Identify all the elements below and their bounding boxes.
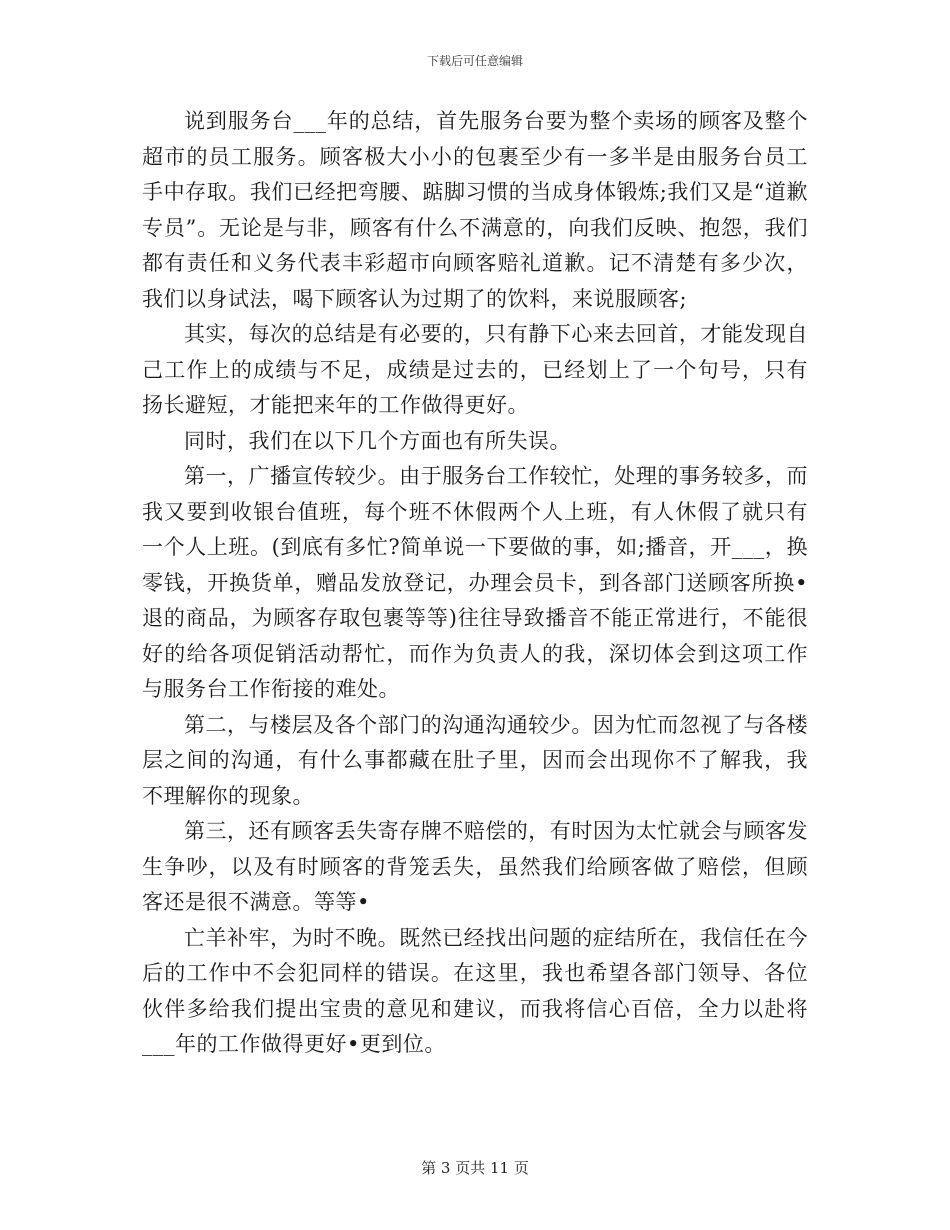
paragraph-second-point: 第二，与楼层及各个部门的沟通沟通较少。因为忙而忽视了与各楼层之间的沟通，有什么事都藏在肚子里，因而会出现你不了解我，我不理解你的现象。 (142, 712, 808, 808)
paragraph-service-desk-summary: 说到服务台___年的总结，首先服务台要为整个卖场的顾客及整个超市的员工服务。顾客极大小小的包裹至少有一多半是由服务台员工手中存取。我们已经把弯腰、踮脚习惯的当成身体锻炼;我们又是“道歉专员”。无论是与非，顾客有什么不满意的，向我们反映、抱怨，我们都有责任和义务代表丰彩超市向顾客赔礼道歉。记不清楚有多少次，我们以身试法，喝下顾客认为过期了的饮料，来说服顾客; (142, 109, 808, 311)
paragraph-conclusion: 亡羊补牢，为时不晚。既然已经找出问题的症结所在，我信任在今后的工作中不会犯同样的错误。在这里，我也希望各部门领导、各位伙伴多给我们提出宝贵的意见和建议，而我将信心百倍，全力以赴将___年的工作做得更好•更到位。 (142, 925, 808, 1056)
paragraph-third-point: 第三，还有顾客丢失寄存牌不赔偿的，有时因为太忙就会与顾客发生争吵，以及有时顾客的背笼丢失，虽然我们给顾客做了赔偿，但顾客还是很不满意。等等• (142, 819, 808, 914)
paragraph-reflection: 其实，每次的总结是有必要的，只有静下心来去回首，才能发现自己工作上的成绩与不足，成绩是过去的，已经划上了一个句号，只有扬长避短，才能把来年的工作做得更好。 (142, 322, 808, 417)
page-header-note: 下载后可任意编辑 (426, 54, 523, 68)
paragraph-shortcomings-intro: 同时，我们在以下几个方面也有所失误。 (184, 428, 571, 453)
document-body (142, 104, 808, 1063)
page-number: 第 3 页共 11 页 (421, 1159, 529, 1177)
paragraph-first-point: 第一，广播宣传较少。由于服务台工作较忙，处理的事务较多，而我又要到收银台值班，每个班不休假两个人上班，有人休假了就只有一个人上班。(到底有多忙?简单说一下要做的事，如;播音，开___，换零钱，开换货单，赠品发放登记，办理会员卡，到各部门送顾客所换•退的商品，为顾客存取包裹等等)往往导致播音不能正常进行，不能很好的给各项促销活动帮忙，而作为负责人的我，深切体会到这项工作与服务台工作衔接的难处。 (142, 464, 808, 701)
